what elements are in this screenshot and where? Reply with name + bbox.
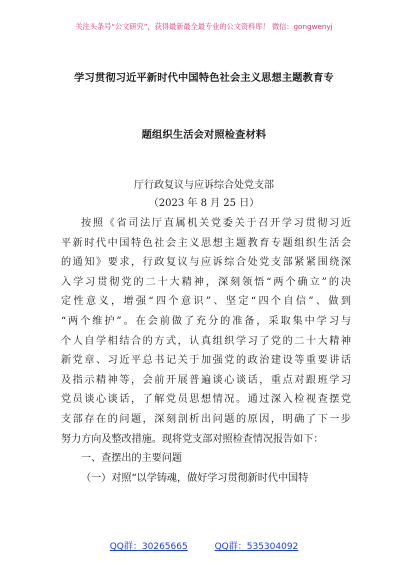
body-line: 平新时代中国特色社会主义思想主题教育专题组织生活会 (61, 237, 351, 249)
subsection-item: （一）对照“以学铸魂，做好学习贯彻新时代中国特 (81, 472, 309, 484)
body-line: 入学习贯彻党的二十大精神，深刻领悟“两个确立”的决 (61, 276, 351, 288)
document-date: （2023 年 8 月 25 日） (148, 198, 260, 209)
contact-footer (0, 539, 408, 552)
body-line: 及指示精神等，会前开展普遍谈心谈话，重点对跟班学习 (61, 374, 351, 386)
body-line: 按照《省司法厅直属机关党委关于召开学习贯彻习近 (81, 218, 351, 229)
body-line: 定性意义，增强“四个意识”、坚定“四个自信”、做到 (61, 296, 351, 308)
body-line: 的通知》要求，行政复议与应诉综合处党支部紧紧围绕深 (61, 257, 351, 269)
qq-group-link-2[interactable]: QQ群：535304092 (214, 542, 299, 552)
body-line: 个人自学相结合的方式，认真组织学习了党的二十大精神 (61, 335, 351, 347)
promo-header: 关注头条号“公文研究”，获得最新最全最专业的公文资料库！ 微信：gongwenyj (75, 22, 333, 31)
document-title-line-1: 学习贯彻习近平新时代中国特色社会主义思想主题教育专 (74, 72, 334, 84)
body-line: 支部存在的问题，深刻剖析出问题的原因，明确了下一步 (61, 413, 351, 425)
body-line: “两个维护”。在会前做了充分的准备，采取集中学习与 (61, 315, 351, 327)
document-body (61, 214, 351, 488)
section-heading: 一、查摆出的主要问题 (81, 453, 182, 465)
organization-name: 厅行政复议与应诉综合处党支部 (134, 180, 274, 191)
body-line: 党员谈心谈话，了解党员思想情况。通过深入检视查摆党 (61, 394, 351, 406)
document-title-line-2: 题组织生活会对照检查材料 (141, 129, 267, 141)
qq-group-link-1[interactable]: QQ群：30265665 (109, 542, 188, 552)
body-line: 努力方向及整改措施。现将党支部对照检查情况报告如下： (61, 433, 324, 445)
body-line: 新党章、习近平总书记关于加强党的政治建设等重要讲话 (61, 355, 351, 367)
